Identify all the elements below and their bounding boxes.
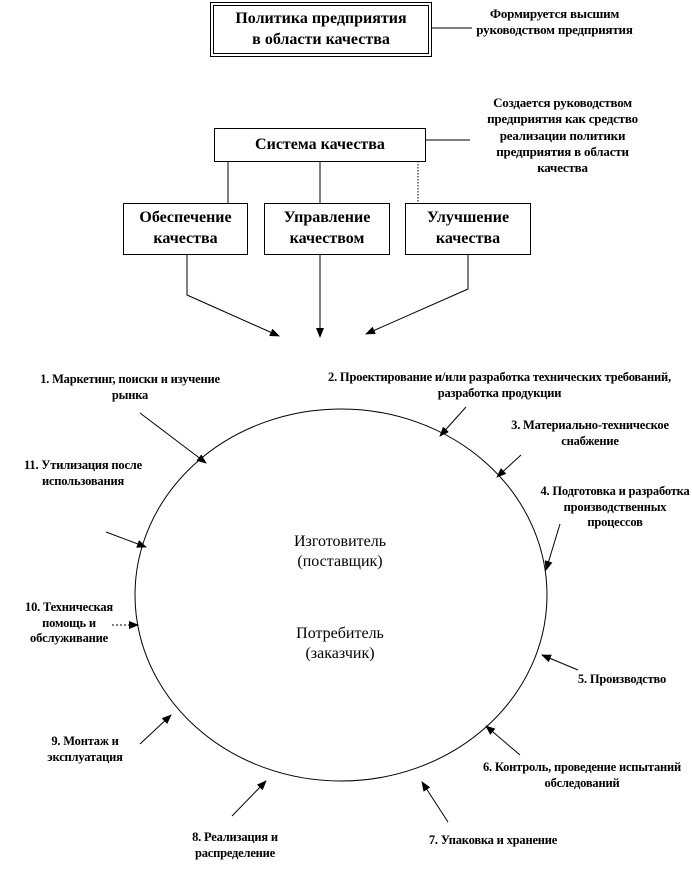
stage-label-6: 6. Контроль, проведение испытаний обследований [482,760,682,790]
stage-label-2: 2. Проектирование и/или разработка технических требований, разработка продукции [328,370,671,400]
quality-system-note: Создается руководством предприятия как средство реализации политики предприятия в области качества [487,95,638,175]
stage-arrow-2 [440,407,466,436]
policy-title: Политика предприятия в области качества [235,9,407,48]
policy-box [210,2,432,57]
quality-loop-circle [135,409,547,781]
stage-arrow-8 [232,781,266,816]
stage-arrow-1 [140,413,206,463]
stage-label-11: 11. Утилизация после использования [24,458,142,488]
policy-note: Формируется высшим руководством предприятия [476,6,633,38]
branch-improvement-label: Улучшение качества [426,209,510,247]
branch-arrow-1 [187,255,279,336]
stage-label-10: 10. Техническая помощь и обслуживание [25,600,113,646]
stage-arrow-3 [497,455,521,477]
stage-label-7: 7. Упаковка и хранение [428,833,558,847]
stage-arrow-6 [486,726,520,755]
branch-assurance-box [123,203,248,255]
branch-arrow-3 [366,255,468,334]
quality-system-title: Система качества [255,135,385,153]
stage-label-4: 4. Подготовка и разработка производственных процессов [540,484,690,530]
branch-improvement-box [405,203,531,255]
stage-arrow-11 [106,532,146,547]
stage-label-8: 8. Реализация и распределение [192,830,278,860]
branch-assurance-label: Обеспечение качества [139,209,232,247]
stage-label-5: 5. Производство [577,672,667,686]
stage-arrow-4 [546,524,560,570]
quality-system-box [214,128,426,162]
branch-management-label: Управление качеством [283,209,371,247]
stage-arrow-5 [542,655,578,670]
stage-arrow-7 [422,782,448,822]
branch-management-box [264,203,390,255]
stage-label-9: 9. Монтаж и эксплуатация [47,734,123,764]
stage-label-1: 1. Маркетинг, поиски и изучение рынка [40,372,220,402]
center-manufacturer: Изготовитель (поставщик) [293,533,387,570]
stage-label-3: 3. Материально-техническое снабжение [511,418,669,448]
center-consumer: Потребитель (заказчик) [296,625,384,662]
